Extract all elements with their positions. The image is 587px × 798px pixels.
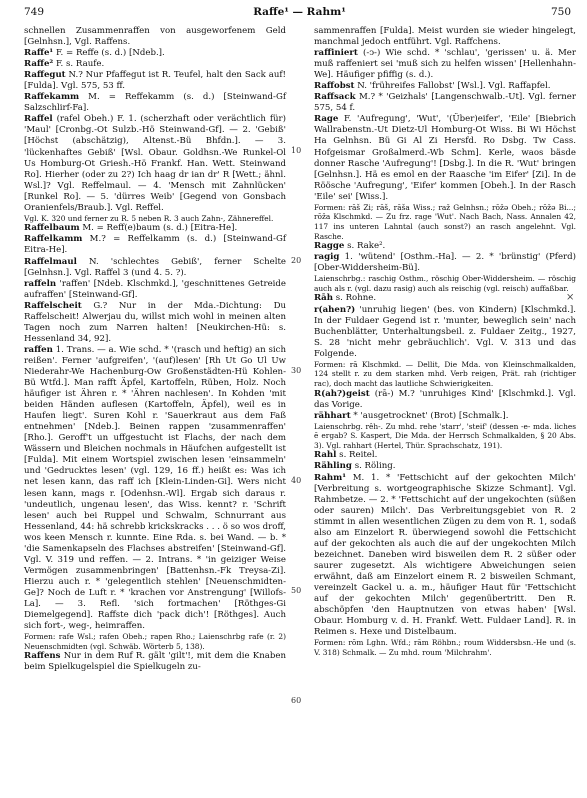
entry-text: schnellen Zusammenraffen von ausgeworfenem Geld [Gelnhsn.], Vgl. Raffens. xyxy=(24,26,286,48)
entry-headword: ragig xyxy=(314,252,340,263)
entry-text: M. = Reffekamm (s. d.) [Steinwand-Gf Salzschlirf-Fa]. xyxy=(24,92,287,114)
line-number: 10 xyxy=(291,146,302,155)
entry-headword: Raffelbaum xyxy=(24,223,80,234)
form-note xyxy=(24,214,286,224)
dictionary-entry xyxy=(24,279,286,301)
line-number: 50 xyxy=(291,586,302,595)
right-column xyxy=(314,26,576,657)
entry-headword: Raffobst xyxy=(314,81,355,92)
entry-headword: Rāh xyxy=(314,293,333,304)
entry-headword: Raffegut xyxy=(24,70,66,81)
dictionary-entry xyxy=(314,293,576,304)
entry-text: Nur in dem Ruf R. gält 'gilt'!, mit dem die Knaben beim Spielkugelspiel die Spielkugeln zu- xyxy=(24,651,287,673)
line-number: 60 xyxy=(291,696,302,705)
entry-headword: raffeln xyxy=(24,278,57,289)
entry-text: G.? Nur in der Mda.-Dichtung: Du Raffelscheit! Alwerjau du, willst mich wohl in meinen alten Tagen noch zum Narren halten! [Neukirchen-Hü: s. Hessenland 34, 92]. xyxy=(24,300,286,344)
entry-text: 'unruhig liegen' (bes. von Kindern) [Klschmkd.]. In der Fuldaer Gegend ist r. 'munter, beweglich sein' nach Buchenblätter, Unterhaltungsbeil. z. Fuldaer Zeitg., 1927, S. 28 'nicht mehr gebräuchlich'. Vgl. V. 313 und das Folgende. xyxy=(314,304,577,359)
dictionary-entry xyxy=(314,114,576,202)
entry-text: Formen: rafe Wsl.; rafen Obeh.; rapen Rho.; Laienschrbg rafe (r. 2) Neuenschmidten (vgl. Schwäb. Wörterb 5, 138). xyxy=(24,632,286,651)
dictionary-entry xyxy=(314,305,576,360)
entry-text: M.? = Reffelkamm (s. d.) [Steinwand-Gf Eitra-He]. xyxy=(24,234,287,256)
entry-text: Laienschrbg.: raschig Osthm., röschig Ober-Widdersheim. — röschig auch als r. (vgl. dazu rasig) auch als reischig (vgl. reisch) auffaßbar. xyxy=(314,274,576,293)
entry-text: Formen: rōm Lghn. Wfd.; rām Röhbn.; roum Widdersbsn.-He und (s. V. 318) Schmalk. — Zu mhd. roum 'Milchrahm'. xyxy=(314,638,576,657)
entry-text: s. Reitel. xyxy=(339,450,378,461)
dictionary-entry xyxy=(314,473,576,639)
dictionary-entry xyxy=(24,59,286,70)
line-number: 40 xyxy=(291,476,302,485)
entry-headword: Raffekamm xyxy=(24,92,80,103)
form-note xyxy=(314,422,576,451)
entry-headword: Raffel xyxy=(24,114,53,125)
dictionary-entry xyxy=(314,252,576,274)
left-column xyxy=(24,26,286,673)
dictionary-entry xyxy=(314,411,576,422)
dictionary-entry xyxy=(24,651,286,673)
dictionary-entry xyxy=(314,48,576,81)
entry-text: Vgl. K. 320 und ferner zu R. 5 neben R. 3 auch Zahn-, Zähnereffel. xyxy=(24,213,274,223)
entry-text: M. = Reff(e)baum (s. d.) [Eitra-He]. xyxy=(82,223,238,234)
entry-text: N. 'frühreifes Fallobst' [Wsl.]. Vgl. Raffapfel. xyxy=(357,81,551,92)
entry-text: (rā-) M.? 'unruhiges Kind' [Klschmkd.]. Vgl. das Vorige. xyxy=(314,388,576,410)
entry-headword: Rähling xyxy=(314,461,352,472)
dictionary-entry xyxy=(24,26,286,48)
running-title: Raffe¹ — Rahm¹ xyxy=(253,6,346,18)
entry-text: 'raffen' [Ndeb. Klschmkd.], 'geschnittenes Getreide aufraffen' [Steinwand-Gf]. xyxy=(24,278,286,300)
dictionary-entry xyxy=(24,345,286,632)
entry-headword: Raffe² xyxy=(24,59,54,70)
form-note xyxy=(314,638,576,657)
entry-headword: raffiniert xyxy=(314,48,358,59)
entry-text: N. 'schlechtes Gebiß', ferner Schelte [Gelnhsn.]. Vgl. Raffel 3 (und 4. 5. ?). xyxy=(24,256,286,278)
entry-text: s. Röling. xyxy=(354,461,396,472)
entry-text: F. s. Raufe. xyxy=(55,59,105,70)
entry-text: M.? * 'Geizhals' [Langenschwalb.-Ut]. Vgl. ferner 575, 54 f. xyxy=(314,92,576,114)
form-note xyxy=(314,360,576,389)
entry-headword: Raffelscheit xyxy=(24,300,82,311)
entry-text: * 'ausgetrocknet' (Brot) [Schmalk.]. xyxy=(353,410,509,421)
entry-headword: Rage xyxy=(314,114,339,125)
entry-headword: rähhart xyxy=(314,410,351,421)
entry-headword: Ragge xyxy=(314,241,345,252)
dictionary-entry xyxy=(314,241,576,252)
form-note xyxy=(314,274,576,293)
entry-headword: R(ah?)geist xyxy=(314,388,370,399)
entry-text: s. Rake². xyxy=(347,241,386,252)
entry-text: N.? Nur Pfaffegut ist R. Teufel, halt den Sack auf! [Fulda]. Vgl. 575, 53 ff. xyxy=(24,70,287,92)
entry-text: 1. 'wütend' [Osthm.-Ha]. — 2. * 'brünstig' (Pferd) [Ober-Widdersheim-Bü]. xyxy=(314,252,577,274)
entry-text: F. 'Aufregung', 'Wut', '(Über)eifer', 'Eile' [Biebrich Wallrabenstn.-Ut Dietz-Ul Homburg-Ot Wiss. Bi Wi Höchst Ha Gelnhsn. Bü Gi Al Zi Hersfd. Ro Dsbg. Tw Cass. Hofgeismar Großalmerd.-Wb Schm]. Kerle, waos bäsde donner Rasche 'Aufregung'! [Dsbg.]. In die R. 'Wut' bringen [Gelnhsn.]. Hä es emol en der Raasche 'im Eifer' [Zi]. In de Röösche 'Aufregung', 'Eifer' kommen [Obeh.]. In der Rasch 'Eile' sei' [Wiss.]. xyxy=(314,114,577,202)
dictionary-entry xyxy=(314,26,576,48)
entry-text: Formen: rā Klschmkd. — Dellit, Die Mda. von Kleinschmalkalden, 124 stellt r. zu dem starken mhd. Verb reigen, Prät. rah (richtiger rac), doch macht das lautliche Schwierigkeiten. xyxy=(314,359,576,388)
line-number: 20 xyxy=(291,256,302,265)
entry-text: Laienschrbg. rêh-. Zu mhd. rehe 'starr', 'steif' (dessen -e- mda. liches ē ergab? S. Kaspert, Die Mda. der Herrsch Schmalkalden, § 20 Abs. 3). Vgl. rahhart (Hertel, Thür. Sprachschatz, 191). xyxy=(314,421,576,450)
line-number: 30 xyxy=(291,366,302,375)
dictionary-entry xyxy=(24,234,286,256)
dictionary-entry xyxy=(24,48,286,59)
dictionary-entry xyxy=(24,114,286,213)
entry-headword: Raffsack xyxy=(314,92,356,103)
entry-text: sammenraffen [Fulda]. Meist wurden sie wieder hingelegt, manchmal jedoch entführt. Vgl. Raffchens. xyxy=(314,26,576,48)
dictionary-entry xyxy=(314,92,576,114)
entry-headword: Rahm¹ xyxy=(314,472,347,483)
dictionary-entry xyxy=(24,223,286,234)
dictionary-entry xyxy=(314,461,576,472)
entry-headword: Raffelmaul xyxy=(24,256,77,267)
entry-headword: Raffens xyxy=(24,651,61,662)
entry-text: 1. Trans. — a. Wie schd. * '(rasch und heftig) an sich reißen'. Ferner 'aufgreifen', '(auf)lesen' [Rh Ut Go Ul Uw Niederahr-We Hachenburg-Ow Großenstädten-Hü Kohlen-Bü Wtfd.]. Man rafft Äpfel, Kartoffeln, Rüben, Holz. Noch häufiger ist Ähren r. * 'Ähren nachlesen'. In Kohden 'mit beiden Händen auflesen (Kartoffeln, Äpfel), weil es in Haufen liegt'. Suren Kohl r. 'Sauerkraut aus dem Faß entnehmen' [Ndeb.]. Beinen rappen 'zusammenraffen' [Rho.]. Geroff't un uffgestucht ist Flachs, der nach dem Wässern und Bleichen nochmals in Häufchen aufgestellt ist [Fulda]. Mit einem Wortspiel zwischen lesen 'einsammeln' und 'Gedrucktes lesen' (vgl. 129, 16 ff.) heißt es: Was ich net lesen kann, das raff ich [Klein-Linden-Gi]. Wers nicht lesen kann, mags r. [Odenhsn.-Wl]. Ergab sich daraus r. 'undeutlich, ungenau lesen', das Wiss. kennt? r. 'Schrift lesen' auch bei Ruppel und Schwalm, Schnurrant aus Hessenland, 44: hä schrebb krickskracks . . . ö so wos droff, wos keen Mensch r. kunnte. Eine Rda. s. bei Wand. — b. * 'die Samenkapseln des Flachses abstreifen' [Steinwand-Gf]. Vgl. V. 319 und reffen. — 2. Intrans. * 'in geiziger Weise Vermögen zusammenbringen' [Battenhsn.-Fk Treysa-Zi]. Hierzu auch r. * 'gelegentlich stehlen' [Neuenschmidten-Ge]? Noch de Luft r. * 'krachen vor Anstrengung' [Willofs-La]. — 3. Refl. 'sich fortmachen' [Röthges-Gi Diemelgegend]. Raffste dich 'pack dich'! [Röthges]. Auch sich fort-, weg-, heimraffen. xyxy=(24,344,286,632)
entry-text: (-ↄ-) Wie schd. * 'schlau', 'gerissen' u. ä. Mer muß raffeniert sei 'muß sich zu helfen wissen' [Hellenhahn-We]. Häufiger pfiffig (s. d.). xyxy=(314,48,576,81)
page-number-left: 749 xyxy=(24,6,45,18)
dictionary-entry xyxy=(314,81,576,92)
entry-text: M. 1. * 'Fettschicht auf der gekochten Milch' [Verbreitung s. wortgeographische Skizze Schmant]. Vgl. Rahmbetze. — 2. * 'Fettschicht auf der ungekochten (süßen oder sauren) Milch'. Das Verbreitungsgebiet von R. 2 stimmt in allen wesentlichen Zügen zu dem von R. 1, sodaß also am Einzelort R. überwiegend sowohl die Fettschicht auf der gekochten als auch die auf der ungekochten Milch bezeichnet. Daneben wird bisweilen dem R. 2 süßer oder saurer zugesetzt. Als wichtigere Abweichungen seien erwähnt, daß am Einzelort einem R. 2 bisweilen Schmant, vereinzelt Gackel u. a. m., häufiger Haut für 'Fettschicht auf der gekochten Milch' gegenübertritt. Den R. abschöpfen 'den Hauptnutzen von etwas haben' [Wsl. Obaur. Homburg v. d. H. Frankf. Wett. Fuldaer Land]. R. in Reimen s. Hexe und Distelbaum. xyxy=(314,472,576,638)
entry-text: F. = Reffe (s. d.) [Ndeb.]. xyxy=(55,48,165,59)
margin-mark: × xyxy=(566,292,575,303)
entry-text: Formen: rāš Zi; rāš, rāša Wiss.; raž Gelnhsn.; rōžə Obeh.; rōžə Bi...; rōža Klschmkd. — Zu frz. rage 'Wut'. Nach Bach, Nass. Annalen 42, 117 ins unteren Lahntal (auch sonst?) an rasch angelehnt. Vgl. Rasche. xyxy=(314,202,576,241)
page-number-right: 750 xyxy=(550,6,571,18)
entry-headword: Raffe¹ xyxy=(24,48,54,59)
dictionary-entry xyxy=(24,92,286,114)
entry-headword: r(ahen?) xyxy=(314,304,356,315)
dictionary-entry xyxy=(314,450,576,461)
form-note xyxy=(314,203,576,241)
dictionary-entry xyxy=(24,301,286,345)
dictionary-entry xyxy=(24,257,286,279)
dictionary-entry xyxy=(314,389,576,411)
entry-headword: raffen xyxy=(24,344,53,355)
page-header xyxy=(24,6,575,20)
entry-text: s. Rohne. xyxy=(335,293,377,304)
dictionary-entry xyxy=(24,70,286,92)
form-note xyxy=(24,632,286,651)
entry-text: (rafel Obeh.) F. 1. (scherzhaft oder verächtlich für) 'Maul' [Cronbg.-Ot Sulzb.-Hö Steinwand-Gf]. — 2. 'Gebiß' [Höchst (abschätzig), Altenst.-Bü Bhfdn.]. — 3. 'lückenhaftes Gebiß' [Wsl. Obaur. Goldhsn.-We Runkel-Ol Us Homburg-Ot Griesh.-Hö Frankf. Han. Wett. Steinwand Ro]. Hierher (oder zu 2?) Ich haag dr ian dr' R [Wett.; ähnl. Wsl.]? Vgl. Reffelmaul. — 4. 'Mensch mit Zahnlücken' [Runkel Ro]. — 5. 'dürres Weib' [Gegend von Gonsbach Oranienfels/Braub.]. Vgl. Reffel. xyxy=(24,114,287,213)
entry-headword: Raffelkamm xyxy=(24,234,83,245)
entry-headword: Rahl xyxy=(314,450,337,461)
